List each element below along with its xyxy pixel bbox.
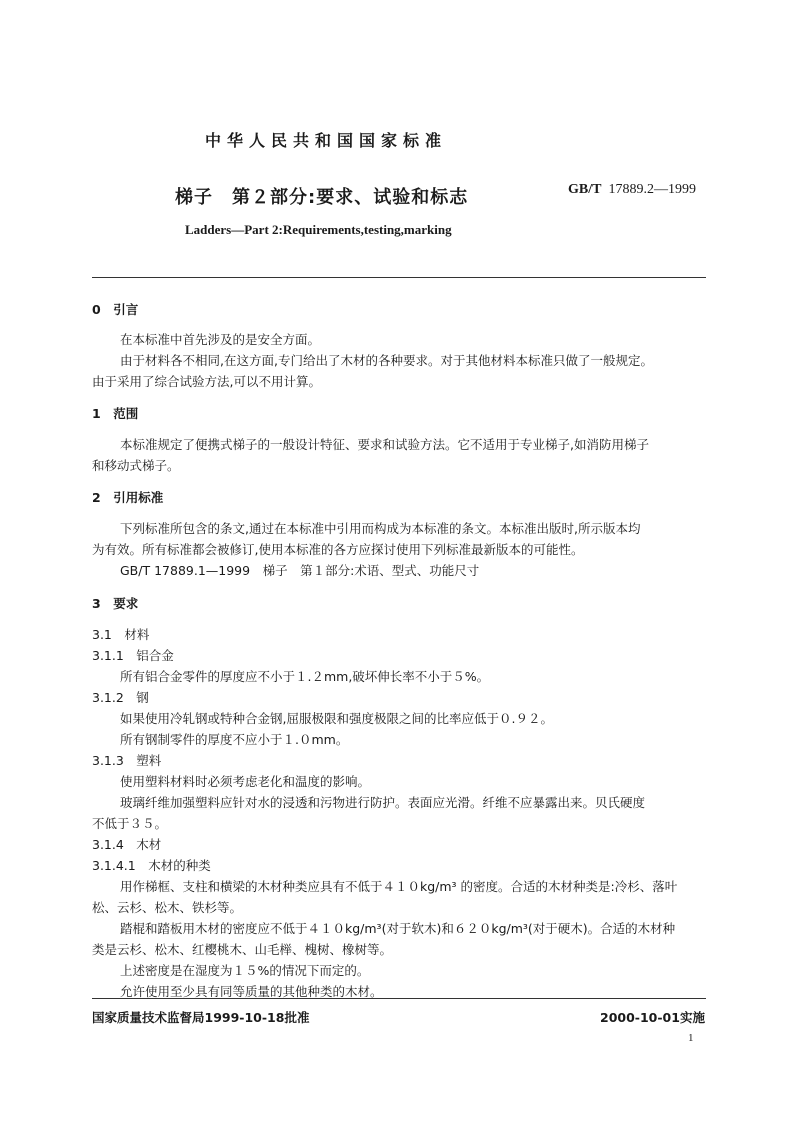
body-text-line: 用作梯框、支柱和横梁的木材种类应具有不低于４１０kg/m³ 的密度。合适的木材种类是:冷杉、落叶 (120, 879, 678, 894)
body-text-line: 允许使用至少具有同等质量的其他种类的木材。 (120, 984, 383, 999)
standard-code: 17889.2—1999 (608, 182, 696, 197)
header-divider (92, 277, 706, 278)
body-text-line: 不低于３５。 (92, 816, 168, 831)
section-heading: 3 要求 (92, 596, 139, 611)
body-text-line: 踏棍和踏板用木材的密度应不低于４１０kg/m³(对于软木)和６２０kg/m³(对于硬木)。合适的木材种 (120, 921, 676, 936)
body-text-line: 在本标准中首先涉及的是安全方面。 (120, 332, 321, 347)
body-text-line: 所有钢制零件的厚度不应小于１.０mm。 (120, 732, 349, 747)
section-heading: 0 引言 (92, 302, 139, 317)
body-text-line: 松、云杉、松木、铁杉等。 (92, 900, 243, 915)
approval-text: 国家质量技术监督局1999-10-18批准 (92, 1010, 310, 1025)
body-text-line: 所有铝合金零件的厚度应不小于１.２mm,破坏伸长率不小于５%。 (120, 669, 490, 684)
body-text-line: 由于采用了综合试验方法,可以不用计算。 (92, 374, 321, 389)
body-text-line: 3.1.4.1 木材的种类 (92, 858, 211, 873)
section-heading: 1 范围 (92, 406, 139, 421)
body-text-line: GB/T 17889.1—1999 梯子 第１部分:术语、型式、功能尺寸 (120, 563, 480, 578)
page-number: 1 (688, 1032, 694, 1044)
body-text-line: 3.1.1 铝合金 (92, 648, 174, 663)
body-text-line: 和移动式梯子。 (92, 458, 180, 473)
body-text-line: 3.1 材料 (92, 627, 150, 642)
body-text-line: 3.1.3 塑料 (92, 753, 162, 768)
english-title: Ladders—Part 2:Requirements,testing,marking (185, 222, 452, 237)
footer-divider (92, 998, 706, 999)
body-text-line: 类是云杉、松木、红樱桃木、山毛榉、槐树、橡树等。 (92, 942, 393, 957)
implementation-date: 2000-10-01实施 (600, 1010, 705, 1025)
body-text-line: 本标准规定了便携式梯子的一般设计特征、要求和试验方法。它不适用于专业梯子,如消防用梯子 (120, 437, 649, 452)
body-text-line: 为有效。所有标准都会被修订,使用本标准的各方应探讨使用下列标准最新版本的可能性。 (92, 542, 584, 557)
standard-number (568, 182, 696, 198)
body-text-line: 3.1.4 木材 (92, 837, 162, 852)
body-text-line: 使用塑料材料时必须考虑老化和温度的影响。 (120, 774, 371, 789)
body-text-line: 3.1.2 钢 (92, 690, 149, 705)
national-standard-label: 中华人民共和国国家标准 (205, 131, 448, 150)
body-text-line: 玻璃纤维加强塑料应针对水的浸透和污物进行防护。表面应光滑。纤维不应暴露出来。贝氏硬度 (120, 795, 646, 810)
section-heading: 2 引用标准 (92, 490, 164, 505)
body-text-line: 如果使用冷轧钢或特种合金钢,屈服极限和强度极限之间的比率应低于０.９２。 (120, 711, 553, 726)
document-title: 梯子 第２部分:要求、试验和标志 (175, 187, 469, 208)
body-text-line: 下列标准所包含的条文,通过在本标准中引用而构成为本标准的条文。本标准出版时,所示版本均 (120, 521, 641, 536)
body-text-line: 上述密度是在湿度为１５%的情况下而定的。 (120, 963, 370, 978)
body-text-line: 由于材料各不相同,在这方面,专门给出了木材的各种要求。对于其他材料本标准只做了一般规定。 (120, 353, 653, 368)
standard-prefix: GB/T (568, 182, 602, 197)
